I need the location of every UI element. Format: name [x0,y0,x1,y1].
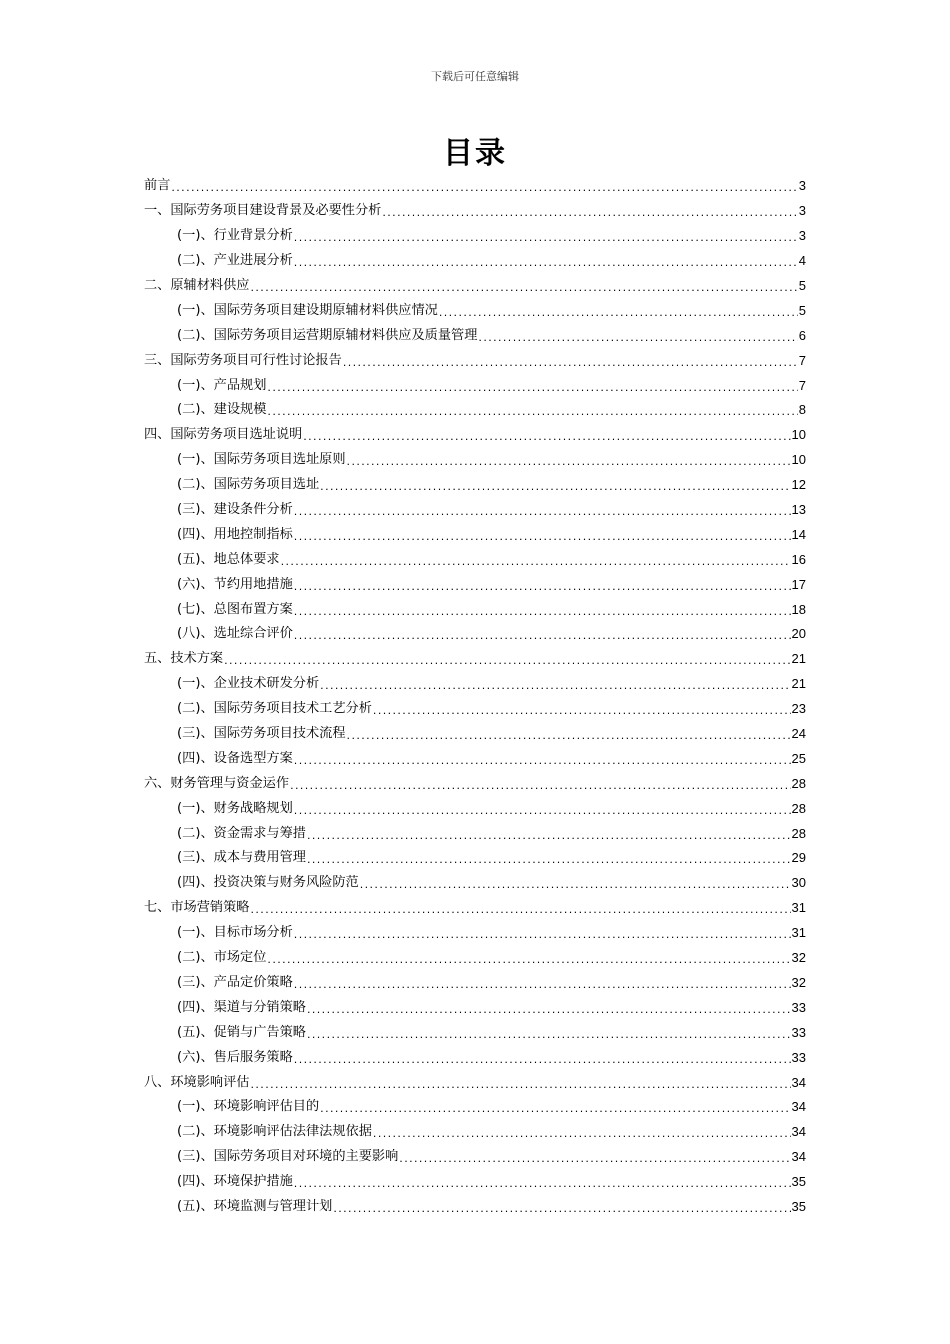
toc-entry[interactable] [144,921,806,946]
toc-dot-leader [251,279,798,297]
toc-entry-title: (三)、国际劳务项目对环境的主要影响 [177,1149,399,1165]
toc-entry-title: (二)、建设规模 [177,402,267,418]
table-of-contents [144,174,806,1219]
toc-entry-title: (一)、行业背景分析 [177,228,293,244]
toc-dot-leader [294,802,791,820]
toc-entry-page-number: 33 [791,1049,806,1065]
toc-entry[interactable] [144,249,806,274]
toc-entry[interactable] [144,1145,806,1170]
toc-entry-title: (五)、环境监测与管理计划 [177,1198,333,1214]
toc-entry-title: (五)、促销与广告策略 [177,1024,306,1040]
toc-dot-leader [294,503,791,521]
toc-entry[interactable] [144,722,806,747]
toc-entry[interactable] [144,1195,806,1220]
toc-entry-page-number: 31 [791,900,806,916]
toc-dot-leader [294,1175,791,1193]
toc-entry[interactable] [144,398,806,423]
toc-entry-page-number: 7 [798,352,806,368]
toc-entry-page-number: 10 [791,427,806,443]
toc-entry-title: 七、市场营销策略 [144,900,250,916]
toc-entry-page-number: 31 [791,925,806,941]
toc-dot-leader [303,428,790,446]
toc-entry-title: (一)、国际劳务项目建设期原辅材料供应情况 [177,302,438,318]
toc-dot-leader [307,827,791,845]
toc-dot-leader [267,403,797,421]
toc-entry-page-number: 32 [791,974,806,990]
toc-entry[interactable] [144,448,806,473]
toc-dot-leader [307,1026,791,1044]
toc-entry-title: (一)、环境影响评估目的 [177,1099,320,1115]
toc-title: 目录 [443,136,507,171]
toc-dot-leader [382,204,797,222]
toc-entry[interactable] [144,1120,806,1145]
toc-entry[interactable] [144,896,806,921]
toc-entry-page-number: 34 [791,1124,806,1140]
toc-entry-page-number: 20 [791,626,806,642]
toc-entry-title: (四)、渠道与分销策略 [177,999,306,1015]
toc-entry-page-number: 34 [791,1074,806,1090]
toc-entry-title: (二)、国际劳务项目运营期原辅材料供应及质量管理 [177,327,478,343]
toc-dot-leader [171,179,797,197]
toc-entry-title: (五)、地总体要求 [177,551,280,567]
toc-entry-page-number: 35 [791,1198,806,1214]
toc-entry-page-number: 5 [798,302,806,318]
toc-dot-leader [224,652,790,670]
toc-entry-title: 三、国际劳务项目可行性讨论报告 [144,352,342,368]
toc-entry[interactable] [144,796,806,821]
toc-dot-leader [307,851,791,869]
toc-entry[interactable] [144,821,806,846]
toc-dot-leader [343,354,798,372]
toc-entry-page-number: 35 [791,1174,806,1190]
toc-entry[interactable] [144,298,806,323]
toc-entry[interactable] [144,746,806,771]
toc-entry-page-number: 4 [798,253,806,269]
toc-entry-title: (一)、产品规划 [177,377,267,393]
toc-entry[interactable] [144,995,806,1020]
toc-entry[interactable] [144,174,806,199]
toc-entry-title: (二)、市场定位 [177,950,267,966]
toc-dot-leader [320,1100,790,1118]
toc-dot-leader [294,528,791,546]
toc-entry-title: 四、国际劳务项目选址说明 [144,427,303,443]
toc-entry[interactable] [144,1070,806,1095]
toc-dot-leader [267,379,797,397]
toc-entry-title: (四)、投资决策与财务风险防范 [177,875,359,891]
toc-entry[interactable] [144,274,806,299]
toc-dot-leader [373,1125,791,1143]
toc-entry-page-number: 25 [791,750,806,766]
page-header: 下载后可任意编辑 [431,70,519,83]
toc-entry[interactable] [144,373,806,398]
toc-entry[interactable] [144,946,806,971]
toc-entry-title: (一)、企业技术研发分析 [177,676,320,692]
toc-entry-page-number: 34 [791,1149,806,1165]
toc-entry-title: (二)、资金需求与筹措 [177,825,306,841]
toc-entry[interactable] [144,846,806,871]
toc-entry-title: 八、环境影响评估 [144,1074,250,1090]
toc-entry-page-number: 23 [791,701,806,717]
toc-entry[interactable] [144,697,806,722]
toc-entry-title: (七)、总图布置方案 [177,601,293,617]
toc-entry-title: (三)、建设条件分析 [177,502,293,518]
toc-dot-leader [333,1200,790,1218]
toc-entry-title: (八)、选址综合评价 [177,626,293,642]
toc-dot-leader [307,1001,791,1019]
toc-entry-page-number: 21 [791,651,806,667]
toc-entry-title: (三)、国际劳务项目技术流程 [177,726,346,742]
toc-entry-title: (四)、用地控制指标 [177,526,293,542]
toc-entry[interactable] [144,1095,806,1120]
toc-entry[interactable] [144,871,806,896]
toc-entry-page-number: 24 [791,726,806,742]
toc-entry-title: 六、财务管理与资金运作 [144,775,290,791]
toc-dot-leader [439,304,798,322]
toc-entry-page-number: 3 [798,203,806,219]
toc-entry-title: 二、原辅材料供应 [144,278,250,293]
toc-entry-page-number: 21 [791,676,806,692]
toc-entry[interactable] [144,1020,806,1045]
toc-dot-leader [399,1150,790,1168]
toc-entry-page-number: 34 [791,1099,806,1115]
toc-entry[interactable] [144,498,806,523]
toc-entry-page-number: 6 [798,327,806,343]
toc-dot-leader [294,926,791,944]
toc-entry-title: 五、技术方案 [144,651,224,667]
toc-entry-title: (一)、财务战略规划 [177,800,293,816]
toc-entry-title: (二)、环境影响评估法律法规依据 [177,1124,372,1140]
toc-entry[interactable] [144,348,806,373]
toc-entry[interactable] [144,672,806,697]
toc-entry-title: (二)、产业进展分析 [177,253,293,269]
toc-dot-leader [294,254,798,272]
toc-entry-page-number: 29 [791,850,806,866]
toc-entry[interactable] [144,224,806,249]
toc-entry-page-number: 8 [798,402,806,418]
toc-entry[interactable] [144,572,806,597]
toc-entry[interactable] [144,647,806,672]
toc-entry-page-number: 33 [791,1024,806,1040]
toc-dot-leader [294,229,798,247]
toc-entry[interactable] [144,971,806,996]
toc-dot-leader [294,627,791,645]
toc-entry-page-number: 17 [791,576,806,592]
toc-entry-page-number: 14 [791,526,806,542]
toc-entry[interactable] [144,522,806,547]
toc-dot-leader [294,578,791,596]
toc-entry-title: (六)、售后服务策略 [177,1049,293,1065]
toc-dot-leader [320,677,790,695]
toc-entry-title: (四)、设备选型方案 [177,750,293,766]
toc-entry[interactable] [144,597,806,622]
toc-entry-page-number: 28 [791,825,806,841]
toc-entry-page-number: 7 [798,377,806,393]
toc-entry-title: 一、国际劳务项目建设背景及必要性分析 [144,203,382,219]
toc-dot-leader [267,951,790,969]
toc-entry[interactable] [144,423,806,448]
toc-entry-page-number: 28 [791,775,806,791]
toc-entry-page-number: 32 [791,950,806,966]
toc-entry[interactable] [144,1170,806,1195]
toc-entry-page-number: 3 [798,178,806,194]
toc-entry[interactable] [144,622,806,647]
toc-dot-leader [347,727,791,745]
toc-entry-title: (三)、成本与费用管理 [177,850,306,866]
toc-entry-page-number: 13 [791,502,806,518]
toc-entry-title: (四)、环境保护措施 [177,1174,293,1190]
toc-dot-leader [478,329,797,347]
toc-entry-page-number: 18 [791,601,806,617]
toc-dot-leader [281,553,791,571]
toc-entry[interactable] [144,323,806,348]
toc-dot-leader [294,1051,791,1069]
toc-entry-title: (一)、国际劳务项目选址原则 [177,452,346,468]
toc-entry-page-number: 12 [791,477,806,493]
toc-entry-title: 前言 [144,178,171,194]
toc-entry-page-number: 5 [798,278,806,293]
toc-entry-page-number: 30 [791,875,806,891]
toc-dot-leader [294,603,791,621]
toc-entry-title: (一)、目标市场分析 [177,925,293,941]
toc-entry-page-number: 10 [791,452,806,468]
toc-dot-leader [251,1076,791,1094]
toc-entry[interactable] [144,473,806,498]
toc-entry-title: (三)、产品定价策略 [177,974,293,990]
toc-dot-leader [294,752,791,770]
toc-dot-leader [373,702,791,720]
toc-entry[interactable] [144,547,806,572]
toc-dot-leader [320,478,790,496]
toc-entry[interactable] [144,199,806,224]
toc-dot-leader [294,976,791,994]
toc-entry[interactable] [144,771,806,796]
toc-dot-leader [360,876,791,894]
toc-entry-title: (六)、节约用地措施 [177,576,293,592]
toc-entry-page-number: 16 [791,551,806,567]
toc-entry-page-number: 33 [791,999,806,1015]
toc-dot-leader [290,777,790,795]
toc-entry-title: (二)、国际劳务项目技术工艺分析 [177,701,372,717]
toc-entry-title: (二)、国际劳务项目选址 [177,477,320,493]
toc-dot-leader [251,901,791,919]
toc-entry-page-number: 3 [798,228,806,244]
toc-entry-page-number: 28 [791,800,806,816]
toc-entry[interactable] [144,1045,806,1070]
toc-dot-leader [347,453,791,471]
